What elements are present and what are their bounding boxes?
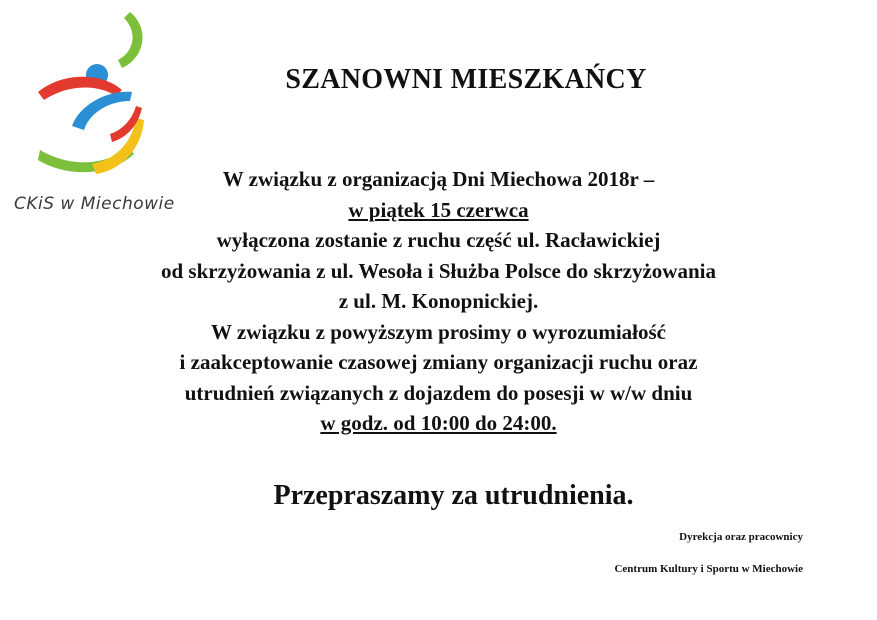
notice-line: i zaakceptowanie czasowej zmiany organizacji ruchu oraz — [179, 350, 698, 374]
notice-title: SZANOWNI MIESZKAŃCY — [285, 64, 647, 95]
notice-line: utrudnień związanych z dojazdem do posesji w w/w dniu — [184, 380, 693, 405]
logo-text: CKiS w Miechowie — [14, 194, 175, 214]
notice-line: W związku z powyższym prosimy o wyrozumiałość — [211, 319, 666, 344]
notice-hours: w godz. od 10:00 do 24:00. — [320, 411, 557, 435]
apology-text: Przepraszamy za utrudnienia. — [273, 480, 634, 511]
logo-figure-icon — [10, 8, 180, 188]
notice-body — [0, 164, 877, 439]
notice-line: W związku z organizacją Dni Miechowa 2018r – — [222, 167, 655, 191]
notice-date: w piątek 15 czerwca — [348, 197, 529, 222]
notice-line: od skrzyżowania z ul. Wesoła i Służba Polsce do skrzyżowania — [161, 258, 716, 283]
signature-line-1: Dyrekcja oraz pracownicy — [679, 531, 803, 543]
notice-line: wyłączona zostanie z ruchu część ul. Racławickiej — [216, 228, 661, 252]
notice-line: z ul. M. Konopnickiej. — [338, 289, 539, 313]
signature-line-2: Centrum Kultury i Sportu w Miechowie — [614, 563, 803, 575]
